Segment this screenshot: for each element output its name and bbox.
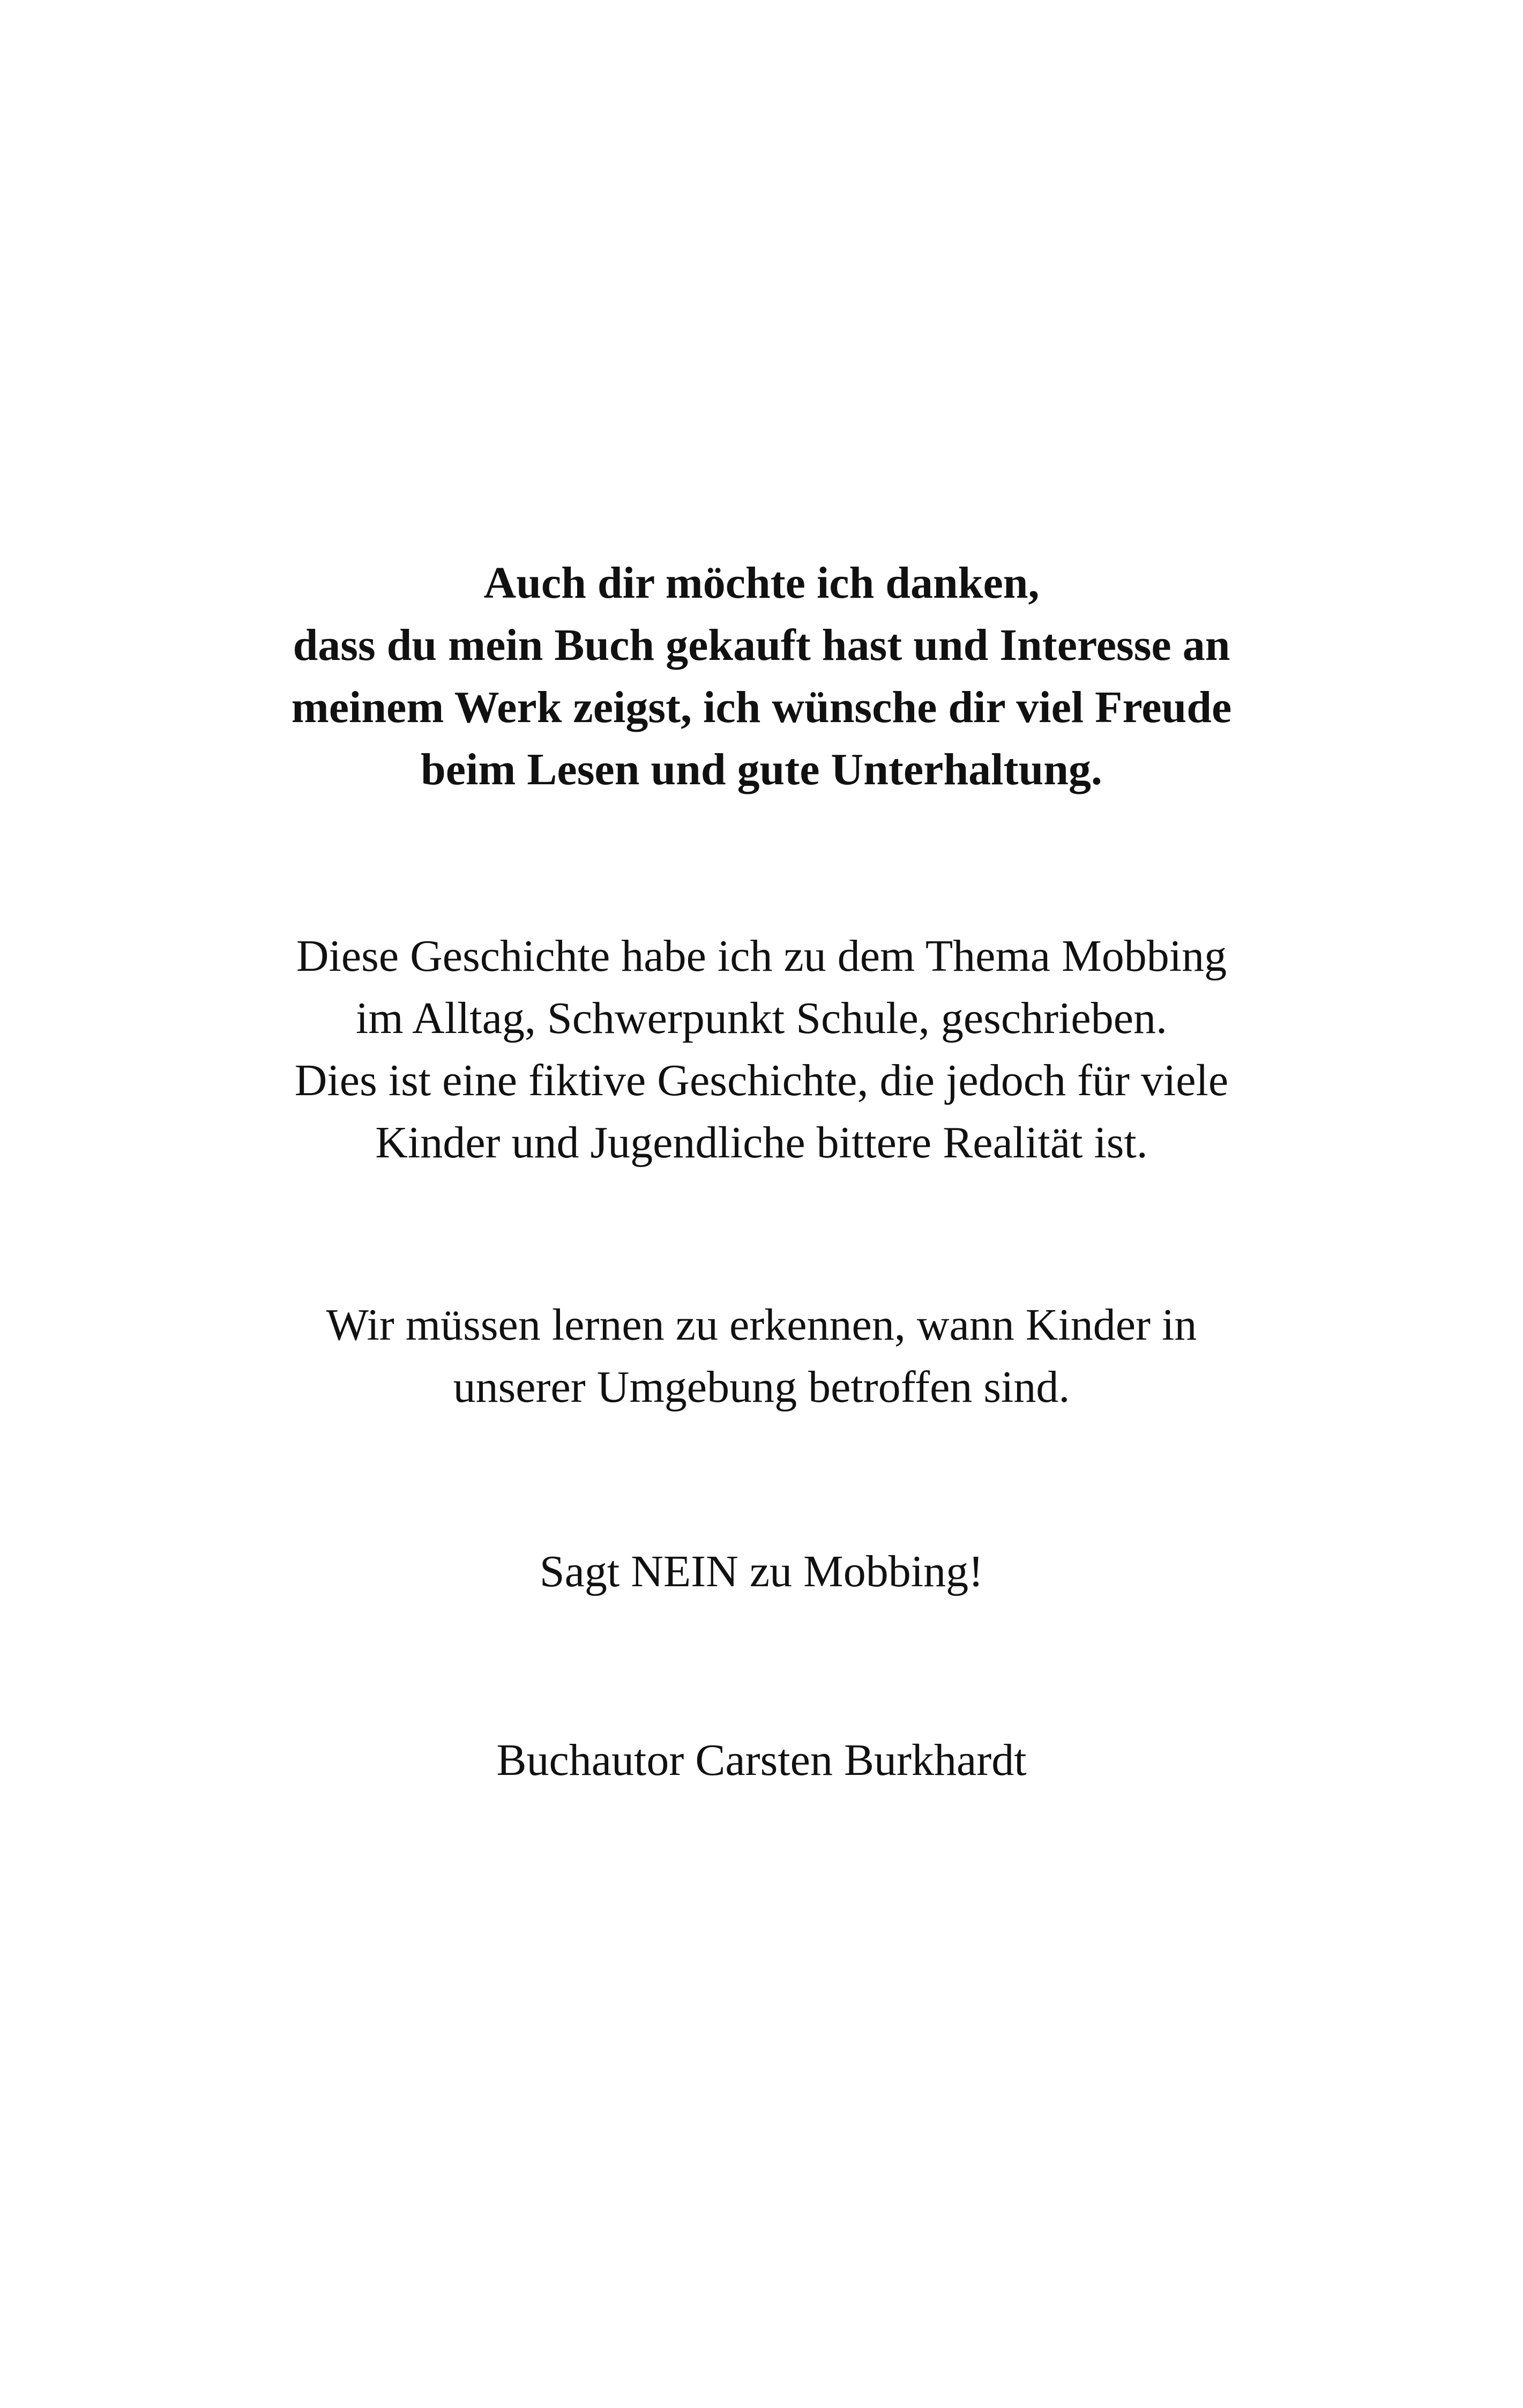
author-name: Buchautor Carsten Burkhardt [496, 1735, 1027, 1785]
description-line-1: Diese Geschichte habe ich zu dem Thema Mobbing [296, 931, 1227, 981]
thanks-line-2: dass du mein Buch gekauft hast und Interesse an [293, 620, 1230, 670]
author-signature [0, 1729, 1523, 1792]
story-description-paragraph [0, 925, 1523, 1174]
slogan [0, 1541, 1523, 1603]
thanks-line-4: beim Lesen und gute Unterhaltung. [421, 745, 1102, 794]
description-line-3: Dies ist eine fiktive Geschichte, die jedoch für viele [294, 1056, 1229, 1105]
thanks-paragraph [0, 552, 1523, 801]
appeal-line-2: unserer Umgebung betroffen sind. [453, 1362, 1070, 1412]
appeal-paragraph [0, 1294, 1523, 1418]
thanks-line-3: meinem Werk zeigst, ich wünsche dir viel Freude [291, 682, 1232, 732]
slogan-text: Sagt NEIN zu Mobbing! [539, 1547, 984, 1596]
description-line-4: Kinder und Jugendliche bittere Realität ist. [375, 1118, 1148, 1168]
description-line-2: im Alltag, Schwerpunkt Schule, geschrieben. [355, 993, 1167, 1043]
thanks-line-1: Auch dir möchte ich danken, [483, 558, 1040, 608]
appeal-line-1: Wir müssen lernen zu erkennen, wann Kinder in [326, 1300, 1197, 1350]
